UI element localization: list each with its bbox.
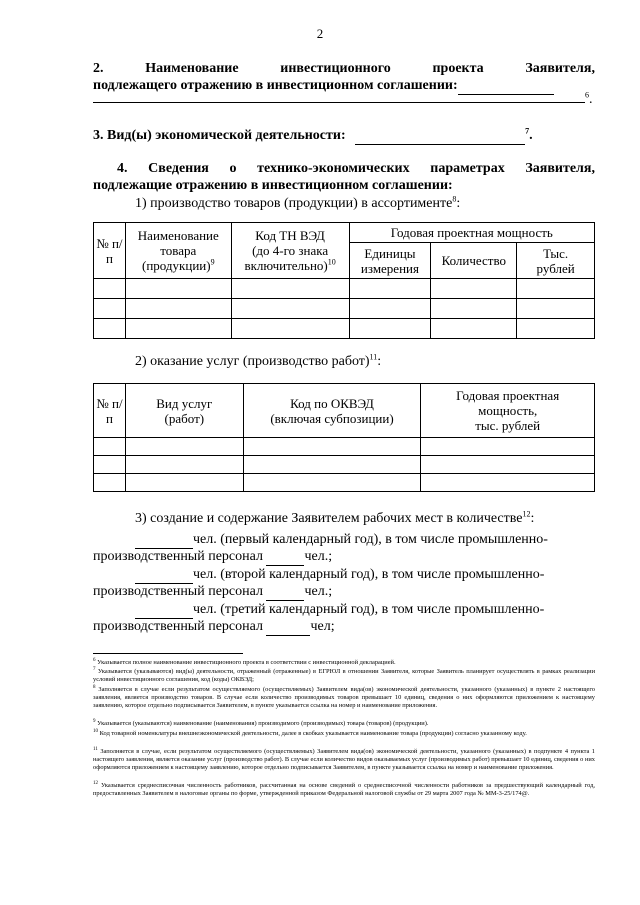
item-2-services: 2) оказание услуг (производство работ)$^{11}$: [135,352,382,369]
section-2-heading: 2. Наименование инвестиционного проекта Заявителя, [93,61,595,76]
footnote-ref-11: 11 [369,352,378,362]
footnote-ref-8: 8 [452,194,457,204]
staff-year-3: производственный персонал чел; [93,619,335,634]
goods-header-name: Наименование товара (продукции)$^9$ [125,223,231,279]
footnote-6: $^6$ Указывается полное наименование инвестиционного проекта в соответствии с инвестиционной декларацией. [93,657,396,666]
services-table [93,383,595,492]
activity-type-blank[interactable] [355,127,525,145]
footnote-11: $^{11}$ Заполняется в случае, если результатом осуществляемого (осуществляемых) Заявителем вида(ов) экономической деятельности, указанного (указанных) в подпункте 4 пункта 1 настоящего заявления, является оказание услуг (производство работ). В случае если количество видов оказываемых услуг (производимых работ) превышает 10 единиц, сведения о них оформляются приложением к настоящему заявлению, которое отдельно подписывается Заявителем, в пункте указывается ссылка на номер и наименование приложения. [93,746,595,772]
item-3-jobs: 3) создание и содержание Заявителем рабочих мест в количестве$^{12}$: [135,509,535,526]
jobs-year-1: чел. (первый календарный год), в том числе промышленно- [135,531,595,549]
table-row [94,279,595,299]
jobs-year-3: чел. (третий календарный год), в том числе промышленно- [135,601,595,619]
table-row [94,319,595,339]
footnote-9: $^9$ Указывается (указываются) наименование (наименования) производимого (производимых) товара (товаров) (продукции). [93,718,429,727]
goods-header-capacity: Годовая проектная мощность [349,223,594,243]
footnote-ref-7: 7 [525,126,530,136]
staff-year-2-blank[interactable] [266,583,304,601]
staff-year-3-blank[interactable] [266,618,310,636]
page-number: 2 [316,26,324,41]
footnote-ref-6: 6 [585,90,589,100]
footnote-divider [93,653,243,654]
footnote-7: $^7$ Указывается (указываются) вид(ы) деятельности, отраженный (отраженные) в ЕГРЮЛ в отношении Заявителя, которые Заявитель планирует осуществлять в рамках реализации условий инвестиционного соглашения, код (коды) ОКВЭД; [93,666,595,684]
footnote-10: $^{10}$ Код товарной номенклатуры внешнеэкономической деятельности, далее в скобках указывается наименование товара (продукции) согласно указанному коду. [93,728,527,737]
table-row [94,299,595,319]
section-3-heading: 3. Вид(ы) экономической деятельности: $^7$. [93,126,533,143]
table-row [94,474,595,492]
goods-header-rub: Тыс. рублей [517,243,595,279]
staff-year-1-blank[interactable] [266,548,304,566]
staff-year-2: производственный персонал чел.; [93,584,333,599]
jobs-year-3-blank[interactable] [135,601,193,619]
jobs-year-2-blank[interactable] [135,566,193,584]
table-row [94,438,595,456]
section-4-subheading: подлежащие отражению в инвестиционном соглашении: [93,178,453,193]
goods-header-qty: Количество [431,243,517,279]
goods-header-units: Единицы измерения [349,243,431,279]
project-name-blank-line: $^6$. [93,90,595,108]
goods-table [93,222,595,339]
goods-header-num: № п/п [94,223,126,279]
services-header-kind: Вид услуг (работ) [125,384,243,438]
footnote-12: $^{12}$ Указывается среднесписочная численность работников, рассчитанная на основе сведений о среднесписочной численности работников за предшествующий календарный год, предоставленных Заявителем в налоговые органы по форме, утвержденной приказом Федеральной налоговой службы от 29 марта 2007 года № ММ-3-25/174@. [93,780,595,798]
section-4-heading: 4. Сведения о технико-экономических параметрах Заявителя, [117,161,595,176]
staff-year-1: производственный персонал чел.; [93,549,333,564]
item-1-goods: 1) производство товаров (продукции) в ассортименте$^8$: [135,194,461,211]
footnote-8: $^8$ Заполняется в случае если результатом осуществляемого (осуществляемых) Заявителем вида(ов) экономической деятельности, указанного (указанных) в пункте 2 настоящего заявления, является производство товаров. В случае если количество производимых товаров превышает 10 единиц, сведения о них оформляются приложением к настоящему заявлению, которое отдельно подписывается Заявителем, в пункте указывается ссылка на номер и наименование приложения. [93,684,595,710]
table-row [94,456,595,474]
section-2-subheading: подлежащего отражению в инвестиционном соглашении: [93,77,595,95]
services-header-okved: Код по ОКВЭД (включая субпозиции) [243,384,421,438]
goods-header-code: Код ТН ВЭД (до 4-го знака включительно)$^{10}$ [231,223,349,279]
jobs-year-1-blank[interactable] [135,531,193,549]
jobs-year-2: чел. (второй календарный год), в том числе промышленно- [135,566,595,584]
footnote-ref-12: 12 [522,509,531,519]
services-header-capacity: Годовая проектная мощность, тыс. рублей [421,384,595,438]
services-header-num: № п/п [94,384,126,438]
